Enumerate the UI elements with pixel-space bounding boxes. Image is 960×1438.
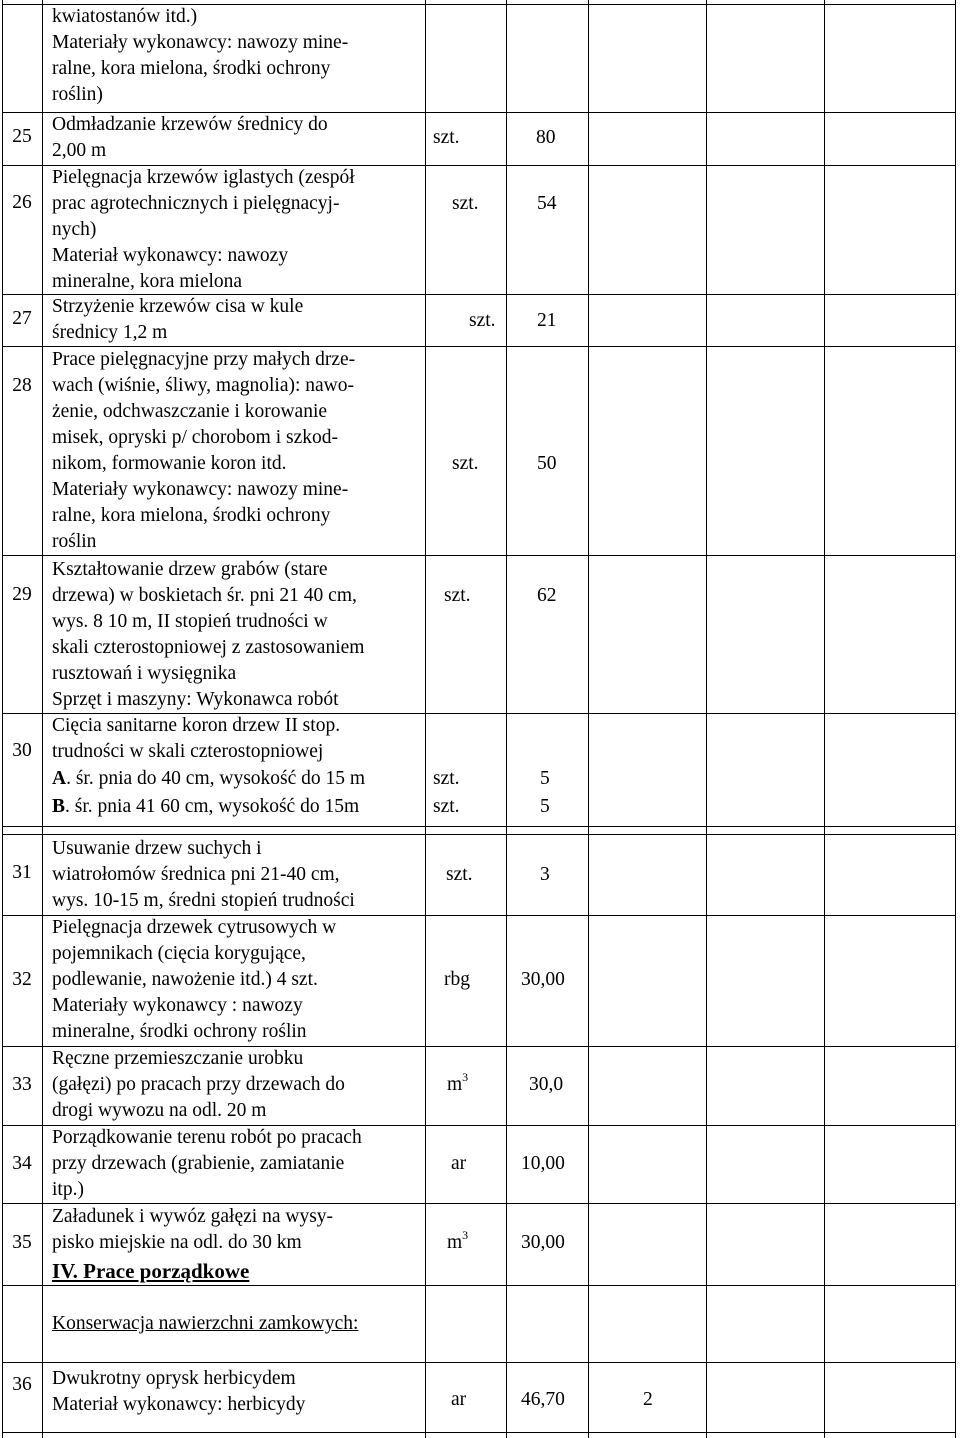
desc-line: Pielęgnacja krzewów iglastych (zespół <box>52 167 355 188</box>
variant-b <box>52 794 359 820</box>
desc-line: Materiał wykonawcy: herbicydy <box>52 1394 306 1415</box>
desc-line: wys. 10-15 m, średni stopień trudności <box>52 890 355 911</box>
desc-line: Załadunek i wywóz gałęzi na wysy- <box>52 1206 334 1227</box>
unit-superscript: 3 <box>462 1227 469 1242</box>
desc-line: drogi wywozu na odl. 20 m <box>52 1100 267 1121</box>
desc-line: prac agrotechnicznych i pielęgnacyj- <box>52 193 340 214</box>
desc-line: 2,00 m <box>52 140 107 161</box>
variant-a-text: . śr. pnia do 40 cm, wysokość do 15 m <box>66 768 366 789</box>
desc-line: rusztowań i wysięgnika <box>52 663 237 684</box>
desc-line: ralne, kora mielona, środki ochrony <box>52 505 331 526</box>
unit: szt. <box>469 310 496 331</box>
row-number: 25 <box>12 126 32 147</box>
quantity: 46,70 <box>521 1389 565 1410</box>
desc-line: Dwukrotny oprysk herbicydem <box>52 1368 296 1389</box>
unit: ar <box>451 1389 467 1410</box>
desc-line: itp.) <box>52 1179 84 1200</box>
desc-line: Odmładzanie krzewów średnicy do <box>52 114 328 135</box>
unit: ar <box>451 1153 467 1174</box>
desc-line: Ręczne przemieszczanie urobku <box>52 1048 304 1069</box>
quantity: 5 <box>540 796 550 817</box>
unit-base: m <box>447 1074 463 1095</box>
unit: szt. <box>452 193 479 214</box>
quantity: 21 <box>537 310 557 331</box>
desc-line: wach (wiśnie, śliwy, magnolia): nawo- <box>52 375 354 396</box>
desc-line: Materiały wykonawcy: nawozy mine- <box>52 32 349 53</box>
desc-line: trudności w skali czterostopniowej <box>52 741 324 762</box>
desc-line: mineralne, środki ochrony roślin <box>52 1021 307 1042</box>
variant-a-prefix: A <box>52 768 67 789</box>
desc-line: misek, opryski p/ chorobom i szkod- <box>52 427 338 448</box>
desc-line: Materiał wykonawcy: nawozy <box>52 245 289 266</box>
desc-line: Pielęgnacja drzewek cytrusowych w <box>52 917 337 938</box>
extra-value: 2 <box>643 1389 653 1410</box>
desc-line: Prace pielęgnacyjne przy małych drze- <box>52 349 356 370</box>
quantity: 50 <box>537 453 557 474</box>
desc-line: roślin <box>52 531 97 552</box>
unit: szt. <box>444 585 471 606</box>
row-number: 28 <box>12 375 32 396</box>
quantity: 80 <box>536 127 556 148</box>
unit: rbg <box>444 969 470 990</box>
quantity: 5 <box>540 768 550 789</box>
desc-line: wiatrołomów średnica pni 21-40 cm, <box>52 864 340 885</box>
quantity: 3 <box>540 864 550 885</box>
desc-line: (gałęzi) po pracach przy drzewach do <box>52 1074 345 1095</box>
unit: szt. <box>433 768 460 789</box>
row-number: 31 <box>12 862 32 883</box>
desc-line: nych) <box>52 219 97 240</box>
desc-line: skali czterostopniowej z zastosowaniem <box>52 637 365 658</box>
unit <box>447 1227 469 1256</box>
variant-b-text: . śr. pnia 41 60 cm, wysokość do 15m <box>65 796 360 817</box>
section-title: IV. Prace porządkowe <box>52 1259 250 1283</box>
desc-line: Kształtowanie drzew grabów (stare <box>52 559 328 580</box>
desc-line: podlewanie, nawożenie itd.) 4 szt. <box>52 969 318 990</box>
desc-line: przy drzewach (grabienie, zamiatanie <box>52 1153 345 1174</box>
variant-a <box>52 766 365 792</box>
desc-line: Cięcia sanitarne koron drzew II stop. <box>52 715 341 736</box>
unit-superscript: 3 <box>462 1069 469 1084</box>
row-number: 34 <box>12 1153 32 1174</box>
desc-line: nikom, formowanie koron itd. <box>52 453 287 474</box>
desc-line: Sprzęt i maszyny: Wykonawca robót <box>52 689 339 710</box>
desc-line: średnicy 1,2 m <box>52 322 168 343</box>
row-number: 35 <box>12 1232 32 1253</box>
row-number: 29 <box>12 584 32 605</box>
desc-line: Porządkowanie terenu robót po pracach <box>52 1127 362 1148</box>
quantity: 30,00 <box>521 969 565 990</box>
quantity: 30,00 <box>521 1232 565 1253</box>
desc-line: Usuwanie drzew suchych i <box>52 838 262 859</box>
desc-line: roślin) <box>52 84 103 105</box>
quantity: 54 <box>537 193 557 214</box>
row-number: 27 <box>12 308 32 329</box>
desc-line: ralne, kora mielona, środki ochrony <box>52 58 331 79</box>
quantity: 62 <box>537 585 557 606</box>
unit-base: m <box>447 1232 463 1253</box>
section-subtitle: Konserwacja nawierzchni zamkowych: <box>52 1313 359 1334</box>
unit: szt. <box>446 864 473 885</box>
unit <box>447 1069 469 1098</box>
desc-line: Materiały wykonawcy: nawozy mine- <box>52 479 349 500</box>
desc-line: kwiatostanów itd.) <box>52 6 198 27</box>
quantity: 30,0 <box>529 1074 564 1095</box>
row-number: 30 <box>12 740 32 761</box>
unit: szt. <box>433 127 460 148</box>
variant-b-prefix: B <box>52 796 66 817</box>
row-number: 36 <box>12 1374 32 1395</box>
desc-line: pojemnikach (cięcia korygujące, <box>52 943 306 964</box>
unit: szt. <box>433 796 460 817</box>
row-number: 33 <box>12 1074 32 1095</box>
desc-line: Materiały wykonawcy : nawozy <box>52 995 303 1016</box>
desc-line: drzewa) w boskietach śr. pni 21 40 cm, <box>52 585 357 606</box>
desc-line: Strzyżenie krzewów cisa w kule <box>52 296 304 317</box>
row-number: 26 <box>12 192 32 213</box>
desc-line: żenie, odchwaszczanie i korowanie <box>52 401 328 422</box>
desc-line: pisko miejskie na odl. do 30 km <box>52 1232 302 1253</box>
unit: szt. <box>452 453 479 474</box>
quantity: 10,00 <box>521 1153 565 1174</box>
row-number: 32 <box>12 969 32 990</box>
desc-line: wys. 8 10 m, II stopień trudności w <box>52 611 328 632</box>
desc-line: mineralne, kora mielona <box>52 271 243 292</box>
